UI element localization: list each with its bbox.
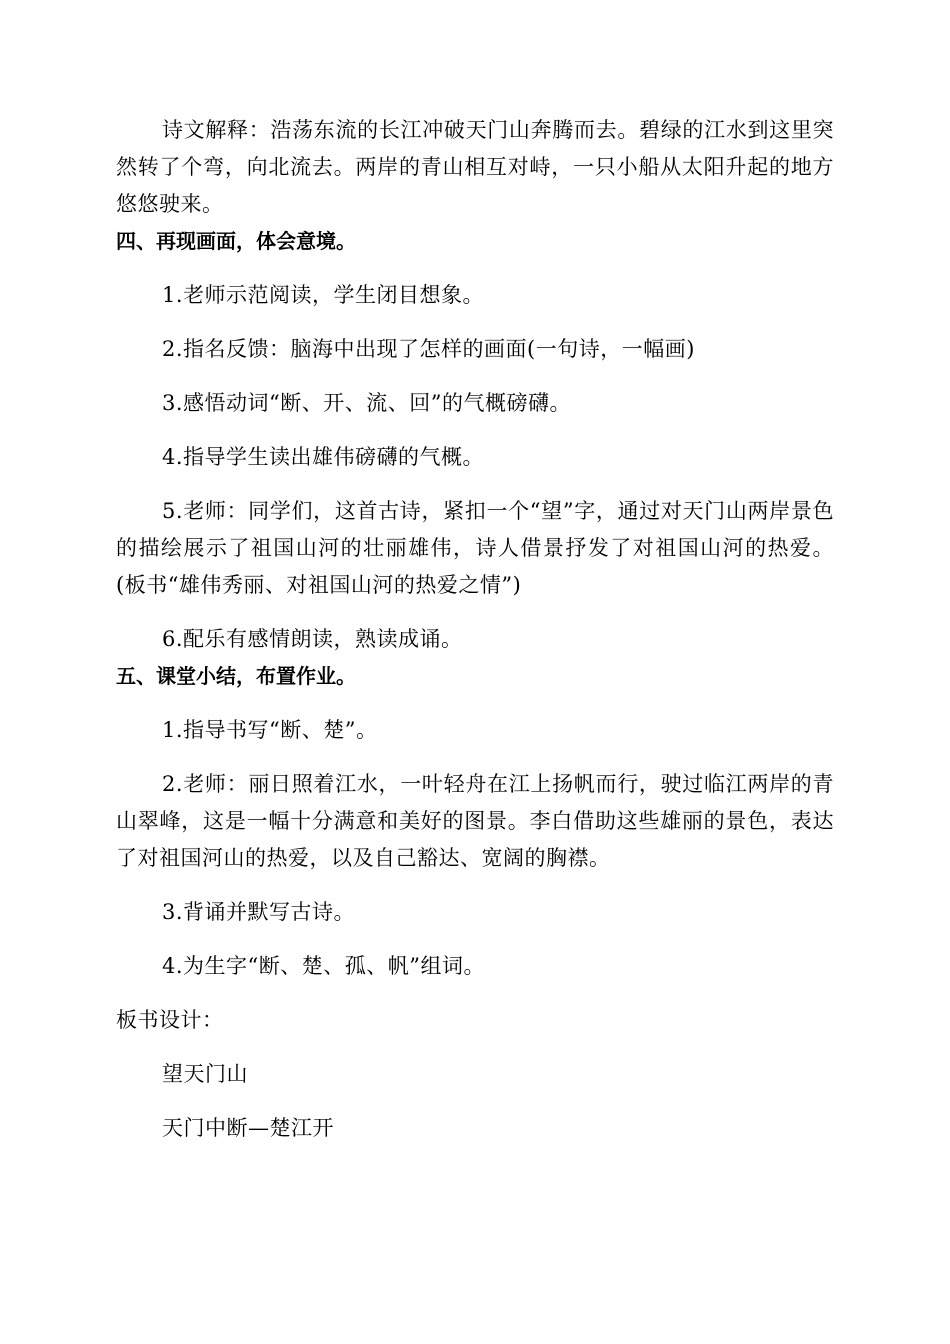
list-item: 2.老师：丽日照着江水，一叶轻舟在江上扬帆而行，驶过临江两岸的青山翠峰，这是一幅十分满意和美好的图景。李白借助这些雄丽的景色，表达了对祖国河山的热爱，以及自己豁达、宽阔的胸襟。: [116, 772, 834, 870]
section-four-heading: 四、再现画面，体会意境。: [116, 229, 356, 253]
list-item: 1.老师示范阅读，学生闭目想象。: [162, 283, 485, 307]
list-item: 3.背诵并默写古诗。: [162, 900, 356, 924]
list-item: 4.为生字“断、楚、孤、帆”组词。: [162, 954, 486, 978]
poem-explanation: 诗文解释：浩荡东流的长江冲破天门山奔腾而去。碧绿的江水到这里突然转了个弯，向北流去。两岸的青山相互对峙，一只小船从太阳升起的地方悠悠驶来。: [116, 118, 834, 216]
section-five-heading: 五、课堂小结，布置作业。: [116, 664, 356, 688]
document-page: [116, 112, 834, 1147]
list-item: 6.配乐有感情朗读，熟读成诵。: [162, 627, 463, 651]
board-line: 天门中断—楚江开: [162, 1116, 334, 1140]
board-line-title: 望天门山: [162, 1062, 248, 1086]
list-item: 1.指导书写“断、楚”。: [162, 718, 378, 742]
board-design-label: 板书设计：: [116, 1008, 224, 1032]
list-item: 5.老师：同学们，这首古诗，紧扣一个“望”字，通过对天门山两岸景色的描绘展示了祖国山河的壮丽雄伟，诗人借景抒发了对祖国山河的热爱。(板书“雄伟秀丽、对祖国山河的热爱之情”): [116, 499, 834, 597]
list-item: 4.指导学生读出雄伟磅礴的气概。: [162, 445, 485, 469]
list-item: 2.指名反馈：脑海中出现了怎样的画面(一句诗，一幅画): [162, 337, 695, 361]
list-item: 3.感悟动词“断、开、流、回”的气概磅礴。: [162, 391, 572, 415]
